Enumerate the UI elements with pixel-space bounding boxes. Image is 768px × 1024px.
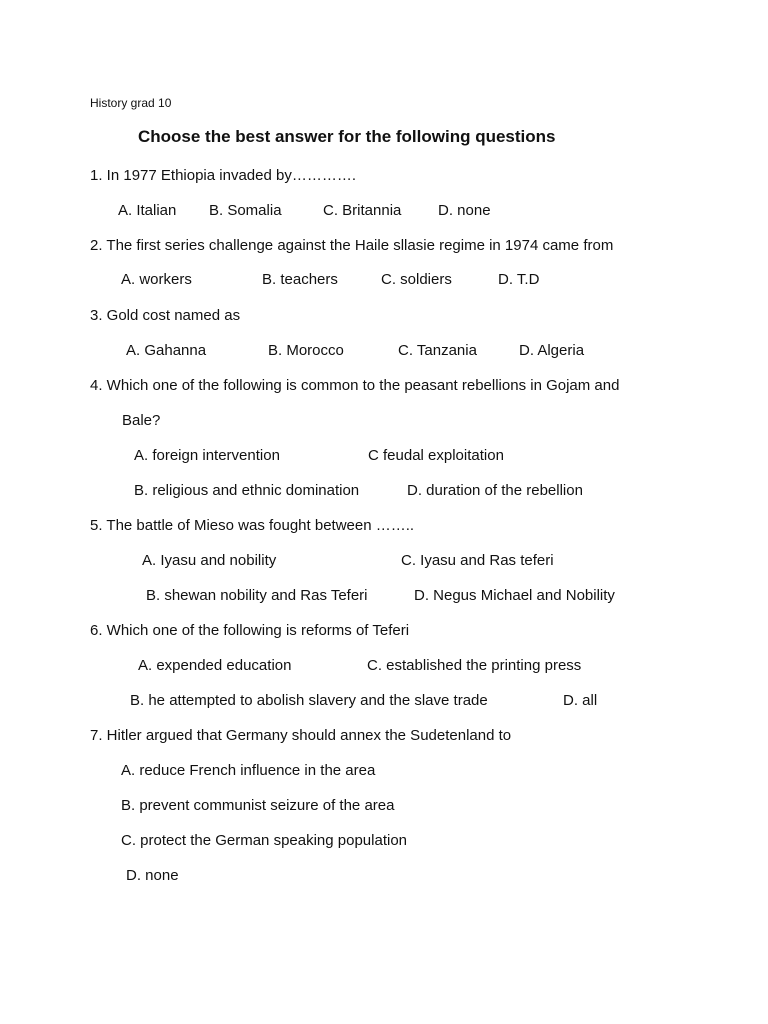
question-4-stem: 4. Which one of the following is common to the peasant rebellions in Gojam and (90, 377, 620, 394)
question-5-option-a: A. Iyasu and nobility (142, 552, 277, 569)
question-6-option-b: B. he attempted to abolish slavery and the slave trade (130, 692, 488, 709)
question-5-option-b: B. shewan nobility and Ras Teferi (146, 587, 368, 604)
question-5-option-c: C. Iyasu and Ras teferi (401, 552, 554, 569)
question-7-option-d: D. none (126, 867, 179, 884)
page-title: Choose the best answer for the following questions (138, 127, 556, 146)
question-1-stem: 1. In 1977 Ethiopia invaded by…………. (90, 167, 356, 184)
question-7-stem: 7. Hitler argued that Germany should annex the Sudetenland to (90, 727, 512, 744)
question-2-option-a: A. workers (121, 271, 192, 288)
question-3-option-c: C. Tanzania (398, 342, 477, 359)
question-1-option-c: C. Britannia (323, 202, 402, 219)
question-7-option-b: B. prevent communist seizure of the area (121, 797, 395, 814)
question-3-option-d: D. Algeria (519, 342, 585, 359)
question-4-option-a: A. foreign intervention (134, 447, 280, 464)
question-3-option-a: A. Gahanna (126, 342, 207, 359)
question-2-option-d: D. T.D (498, 271, 540, 288)
question-4-stem-continued: Bale? (122, 412, 161, 429)
question-7-option-c: C. protect the German speaking population (121, 832, 408, 849)
question-5-option-d: D. Negus Michael and Nobility (414, 587, 615, 604)
question-3-option-b: B. Morocco (268, 342, 344, 359)
question-4-option-b: B. religious and ethnic domination (134, 482, 360, 499)
question-6-option-c: C. established the printing press (367, 657, 582, 674)
question-2-option-c: C. soldiers (381, 271, 452, 288)
question-1-option-d: D. none (438, 202, 491, 219)
question-6-option-d: D. all (563, 692, 598, 709)
page-header: History grad 10 (90, 96, 172, 110)
question-3-stem: 3. Gold cost named as (90, 307, 241, 324)
question-2-stem: 2. The first series challenge against the Haile sllasie regime in 1974 came from (90, 237, 614, 254)
question-1-option-a: A. Italian (118, 202, 177, 219)
question-1-option-b: B. Somalia (209, 202, 282, 219)
question-6-option-a: A. expended education (138, 657, 292, 674)
question-6-stem: 6. Which one of the following is reforms of Teferi (90, 622, 410, 639)
question-2-option-b: B. teachers (262, 271, 338, 288)
question-4-option-d: D. duration of the rebellion (407, 482, 583, 499)
question-7-option-a: A. reduce French influence in the area (121, 762, 376, 779)
question-5-stem: 5. The battle of Mieso was fought between …….. (90, 517, 415, 534)
question-4-option-c: C feudal exploitation (368, 447, 504, 464)
